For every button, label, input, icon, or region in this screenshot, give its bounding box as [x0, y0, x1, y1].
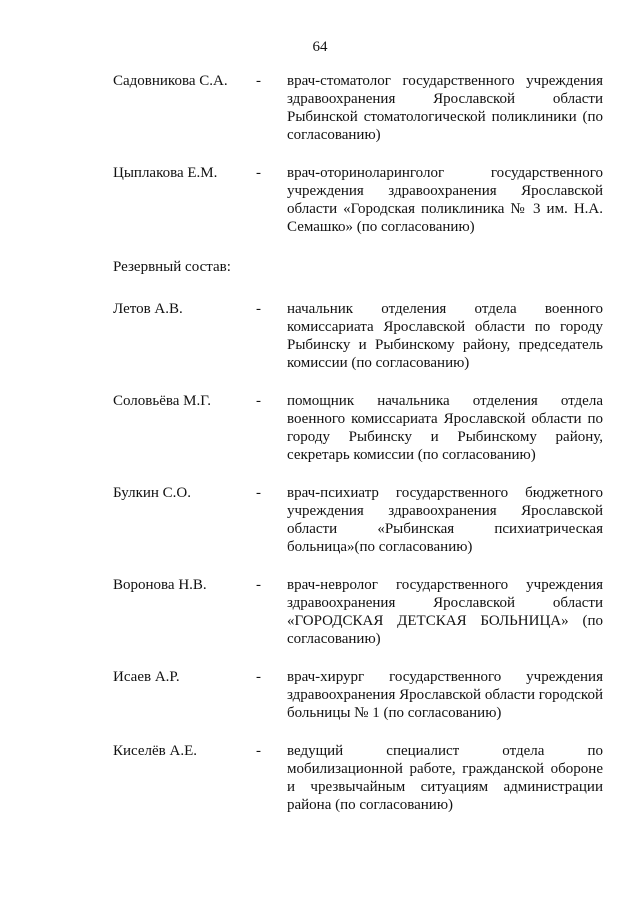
- member-row: [0, 576, 640, 648]
- member-description: врач-невролог государственного учреждения здравоохранения Ярославской области «ГОРОДСКАЯ ДЕТСКАЯ БОЛЬНИЦА» (по согласованию): [287, 577, 603, 647]
- member-dash: -: [256, 577, 261, 593]
- member-description: врач-хирург государственного учреждения здравоохранения Ярославской области городской больницы № 1 (по согласованию): [287, 669, 603, 721]
- member-description: врач-стоматолог государственного учреждения здравоохранения Ярославской области Рыбинской стоматологической поликлиники (по согласованию): [287, 73, 603, 143]
- commission-list: [0, 72, 640, 834]
- member-row: [0, 300, 640, 372]
- member-dash: -: [256, 165, 261, 181]
- member-description: ведущий специалист отдела по мобилизационной работе, гражданской обороне и чрезвычайным ситуациям администрации района (по согласованию): [287, 743, 603, 813]
- member-row: [0, 164, 640, 236]
- member-name: Булкин С.О.: [113, 485, 191, 501]
- reserve-heading: Резервный состав:: [113, 259, 231, 275]
- member-dash: -: [256, 301, 261, 317]
- member-dash: -: [256, 393, 261, 409]
- member-name: Исаев А.Р.: [113, 669, 180, 685]
- member-row: [0, 742, 640, 814]
- member-description: начальник отделения отдела военного комиссариата Ярославской области по городу Рыбинску и Рыбинскому району, председатель комиссии (по согласованию): [287, 301, 603, 371]
- member-row: [0, 392, 640, 464]
- member-name: Соловьёва М.Г.: [113, 393, 211, 409]
- member-description: помощник начальника отделения отдела военного комиссариата Ярославской области по городу Рыбинску и Рыбинскому району, секретарь комиссии (по согласованию): [287, 393, 603, 463]
- member-name: Цыплакова Е.М.: [113, 165, 218, 181]
- member-dash: -: [256, 669, 261, 685]
- member-dash: -: [256, 485, 261, 501]
- member-description: врач-психиатр государственного бюджетного учреждения здравоохранения Ярославской области «Рыбинская психиатрическая больница»(по согласованию): [287, 485, 603, 555]
- member-description: врач-оториноларинголог государственного учреждения здравоохранения Ярославской области «Городская поликлиника № 3 им. Н.А. Семашко» (по согласованию): [287, 165, 603, 235]
- member-name: Летов А.В.: [113, 301, 183, 317]
- member-name: Киселёв А.Е.: [113, 743, 198, 759]
- member-name: Воронова Н.В.: [113, 577, 207, 593]
- member-row: [0, 668, 640, 722]
- page-number: 64: [312, 39, 328, 55]
- member-row: [0, 72, 640, 144]
- member-row: [0, 484, 640, 556]
- member-dash: -: [256, 73, 261, 89]
- member-name: Садовникова С.А.: [113, 73, 228, 89]
- member-dash: -: [256, 743, 261, 759]
